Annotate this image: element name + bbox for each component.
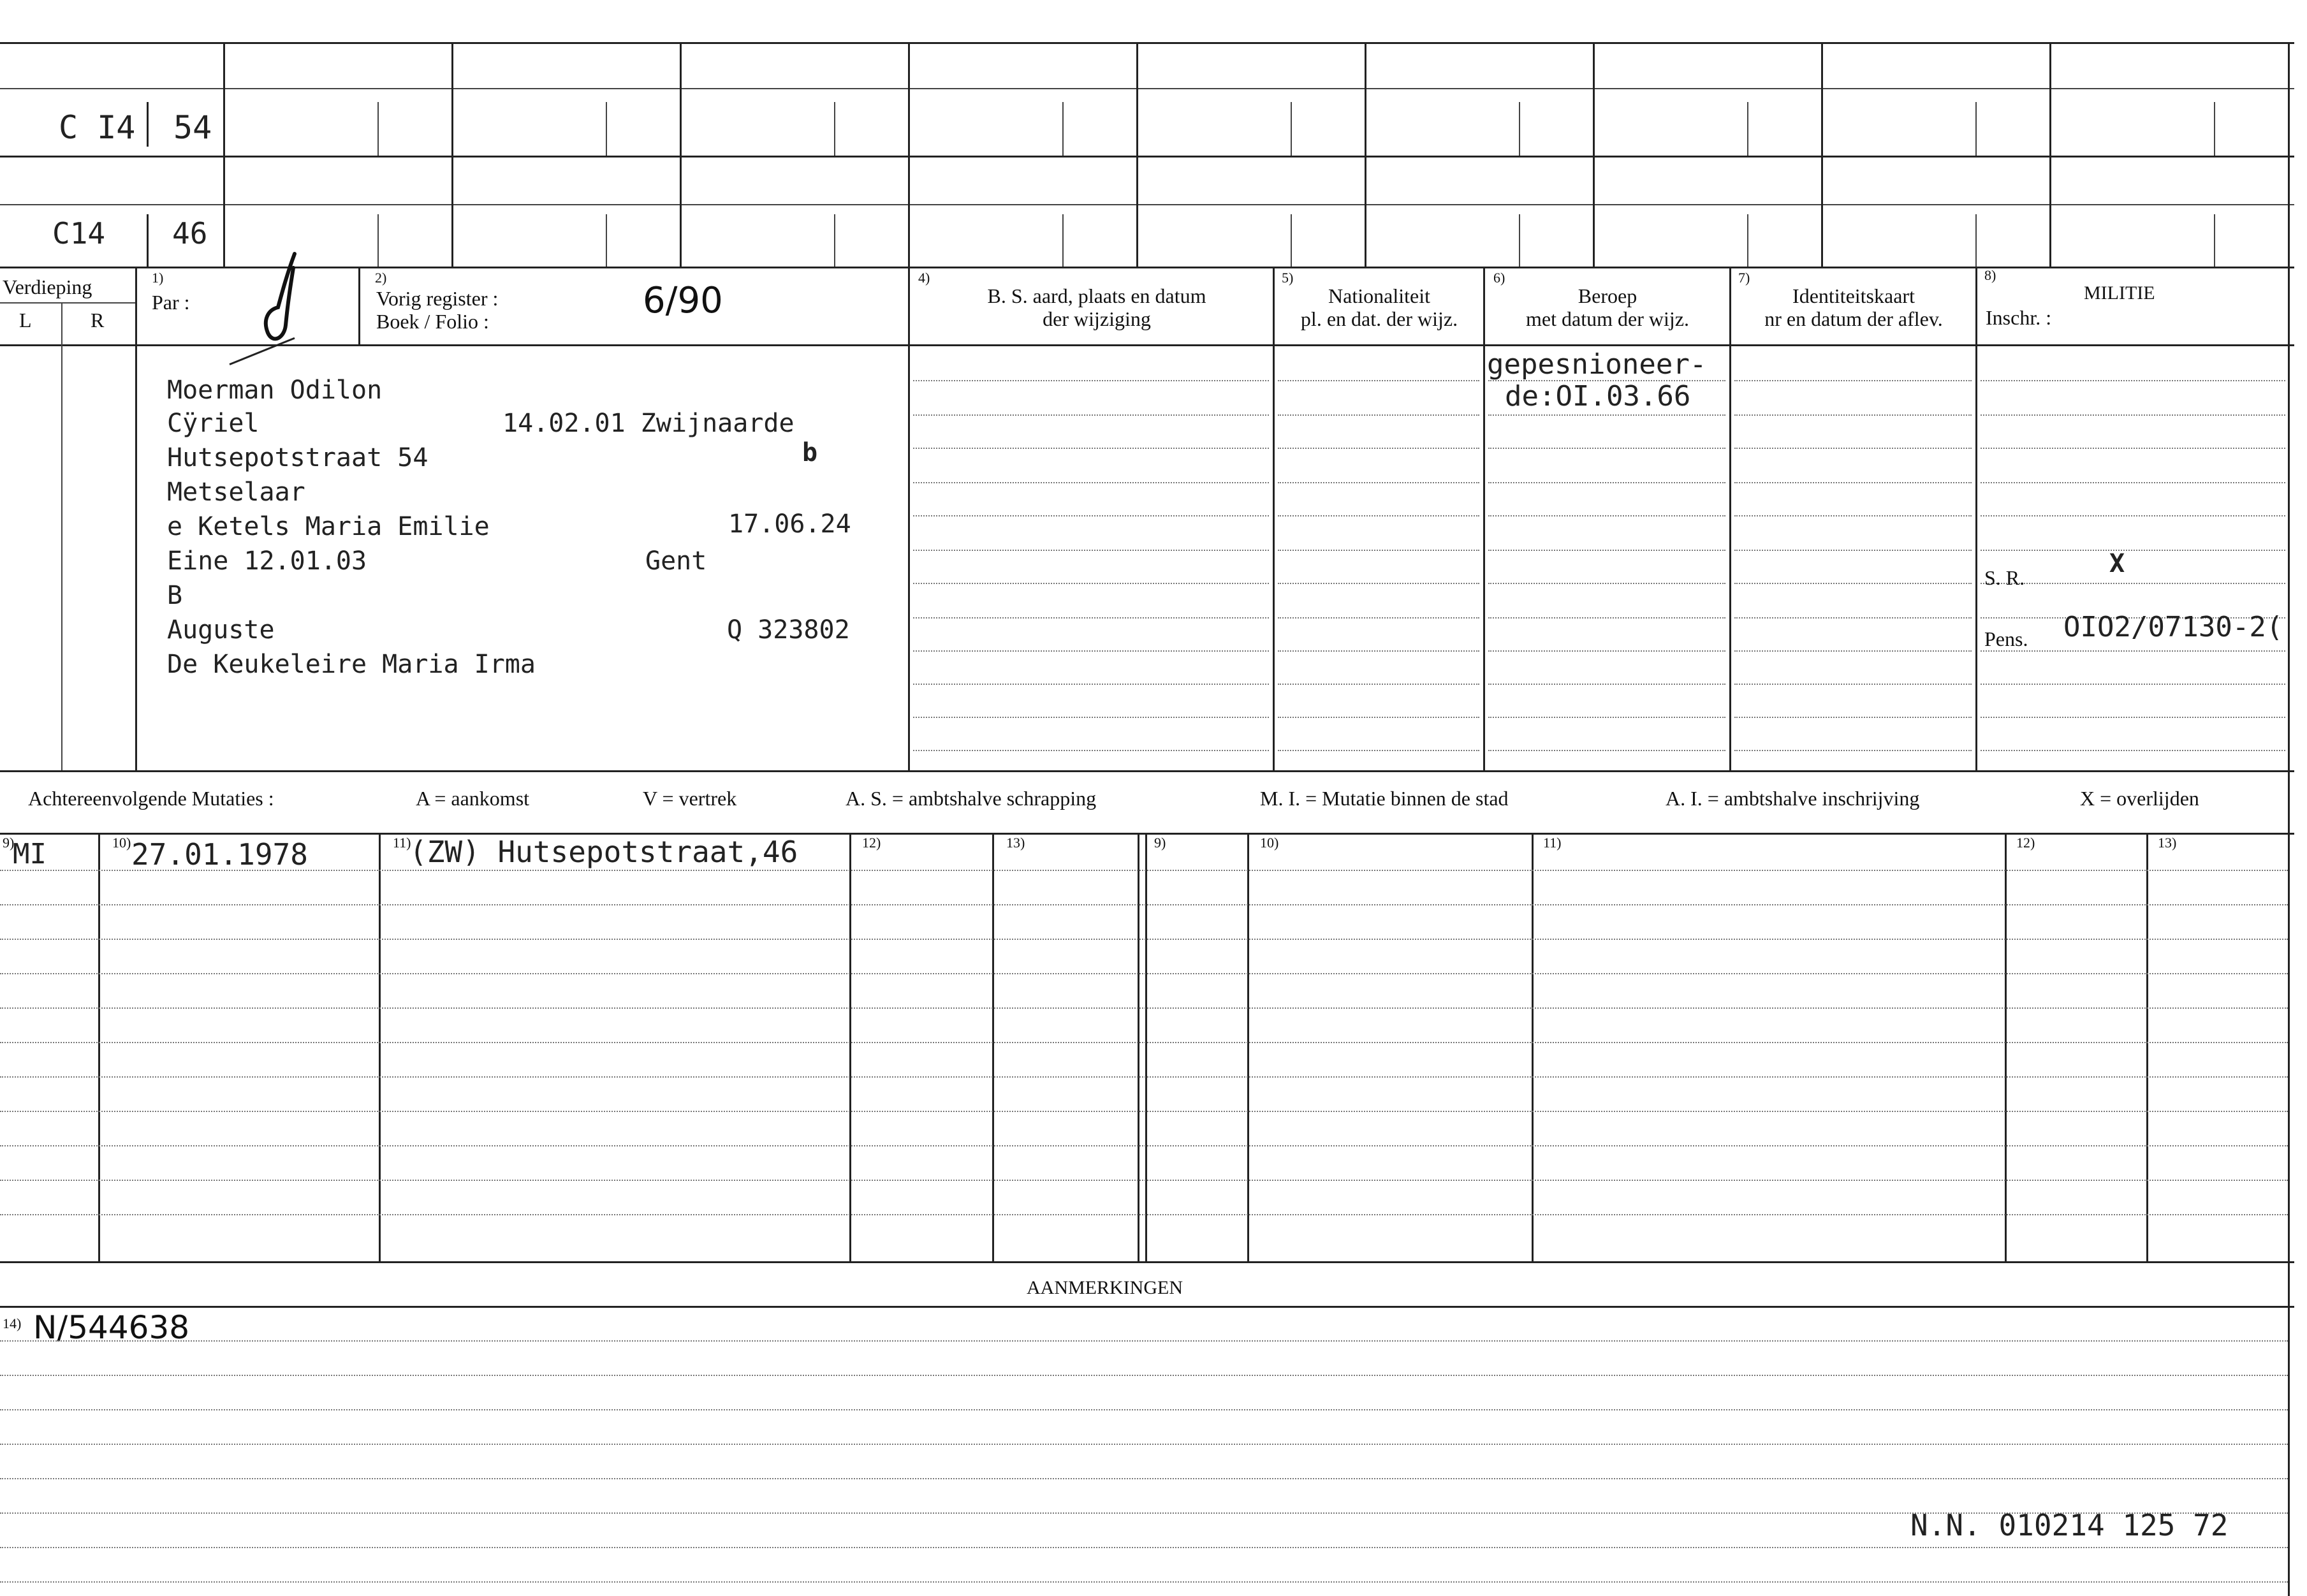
mut-col-13-right: 13) [2158, 835, 2177, 851]
mut-col-11-right: 11) [1543, 835, 1562, 851]
mut-col-12-right: 12) [2016, 835, 2035, 851]
mut-col-9-right: 9) [1154, 835, 1166, 851]
verdieping-label: Verdieping [3, 275, 92, 298]
mut-col-10-right: 10) [1260, 835, 1279, 851]
date-2: 17.06.24 [728, 509, 851, 539]
person-line-4: Metselaar [167, 478, 305, 507]
mut-col-10-left: 10) [112, 835, 131, 851]
person-line-5: e Ketels Maria Emilie [167, 512, 490, 541]
legend-ambtshalve-schrapping: A. S. = ambtshalve schrapping [846, 787, 1097, 810]
person-line-3: Hutsepotstraat 54 [167, 443, 428, 472]
person-line-1: Moerman Odilon [167, 376, 383, 405]
boek-folio-value: 6/90 [643, 280, 723, 321]
field-number-8: 8) [1984, 267, 1996, 283]
field-number-4: 4) [918, 270, 930, 286]
code-row1-right: 54 [173, 109, 212, 146]
field-number-5: 5) [1282, 270, 1294, 286]
inschr-label: Inschr. : [1986, 306, 2052, 329]
person-line-9: De Keukeleire Maria Irma [167, 650, 536, 679]
person-code: Q 323802 [727, 615, 850, 645]
bs-header-line1: B. S. aard, plaats en datum [987, 284, 1206, 307]
national-number: N.N. 010214 125 72 [1910, 1508, 2229, 1542]
code-row1-left: C I4 [59, 109, 136, 146]
identiteitskaart-header-line1: Identiteitskaart [1792, 284, 1915, 307]
bs-header-line2: der wijziging [1043, 307, 1151, 330]
r-label: R [91, 309, 105, 332]
mutation-date: 27.01.1978 [131, 837, 308, 872]
place-2: Gent [645, 546, 707, 576]
l-label: L [19, 309, 32, 332]
pens-value: OIO2/07130-2( [2063, 611, 2283, 643]
mut-col-9-left: 9) [3, 835, 15, 851]
legend-overlijden: X = overlijden [2080, 787, 2199, 810]
code-row2-right: 46 [172, 216, 208, 251]
birth-date-place: 14.02.01 Zwijnaarde [502, 409, 795, 438]
remarks-value: N/544638 [33, 1309, 190, 1346]
identiteitskaart-header-line2: nr en datum der aflev. [1764, 307, 1943, 330]
field-number-7: 7) [1738, 270, 1750, 286]
beroep-header-line1: Beroep [1578, 284, 1637, 307]
code-row2-left: C14 [52, 216, 106, 251]
mutation-address: (ZW) Hutsepotstraat,46 [409, 835, 798, 869]
beroep-line-2: de:OI.03.66 [1505, 380, 1691, 413]
remarks-title: AANMERKINGEN [1027, 1277, 1183, 1298]
legend-vertrek: V = vertrek [643, 787, 737, 810]
field-number-2: 2) [375, 270, 387, 286]
person-line-8: Auguste [167, 615, 275, 645]
boek-folio-label: Boek / Folio : [376, 310, 489, 333]
militie-header: MILITIE [2084, 282, 2155, 304]
pens-label: Pens. [1984, 627, 2028, 650]
mut-col-12-left: 12) [862, 835, 881, 851]
par-label: Par : [152, 291, 190, 314]
mutation-type: MI [13, 838, 47, 870]
mut-col-13-left: 13) [1006, 835, 1025, 851]
sr-value: X [2109, 549, 2125, 578]
legend-mutatie-binnen-de-stad: M. I. = Mutatie binnen de stad [1260, 787, 1509, 810]
handwritten-mark: b [802, 438, 818, 467]
person-line-2: Cÿriel [167, 409, 260, 438]
beroep-header-line2: met datum der wijz. [1526, 307, 1689, 330]
nationaliteit-header-line2: pl. en dat. der wijz. [1300, 307, 1458, 330]
field-number-14: 14) [3, 1315, 22, 1331]
signature-mark [249, 249, 319, 376]
legend-ambtshalve-inschrijving: A. I. = ambtshalve inschrijving [1666, 787, 1920, 810]
person-line-6: Eine 12.01.03 [167, 546, 367, 576]
nationaliteit-header-line1: Nationaliteit [1328, 284, 1430, 307]
sr-label: S. R. [1984, 566, 2025, 589]
field-number-1: 1) [152, 270, 164, 286]
mut-col-11-left: 11) [393, 835, 411, 851]
field-number-6: 6) [1493, 270, 1505, 286]
vorig-register-label: Vorig register : [376, 287, 499, 310]
beroep-line-1: gepesnioneer- [1487, 348, 1707, 381]
legend-title: Achtereenvolgende Mutaties : [28, 787, 274, 810]
legend-aankomst: A = aankomst [416, 787, 530, 810]
person-line-7: B [167, 581, 183, 610]
